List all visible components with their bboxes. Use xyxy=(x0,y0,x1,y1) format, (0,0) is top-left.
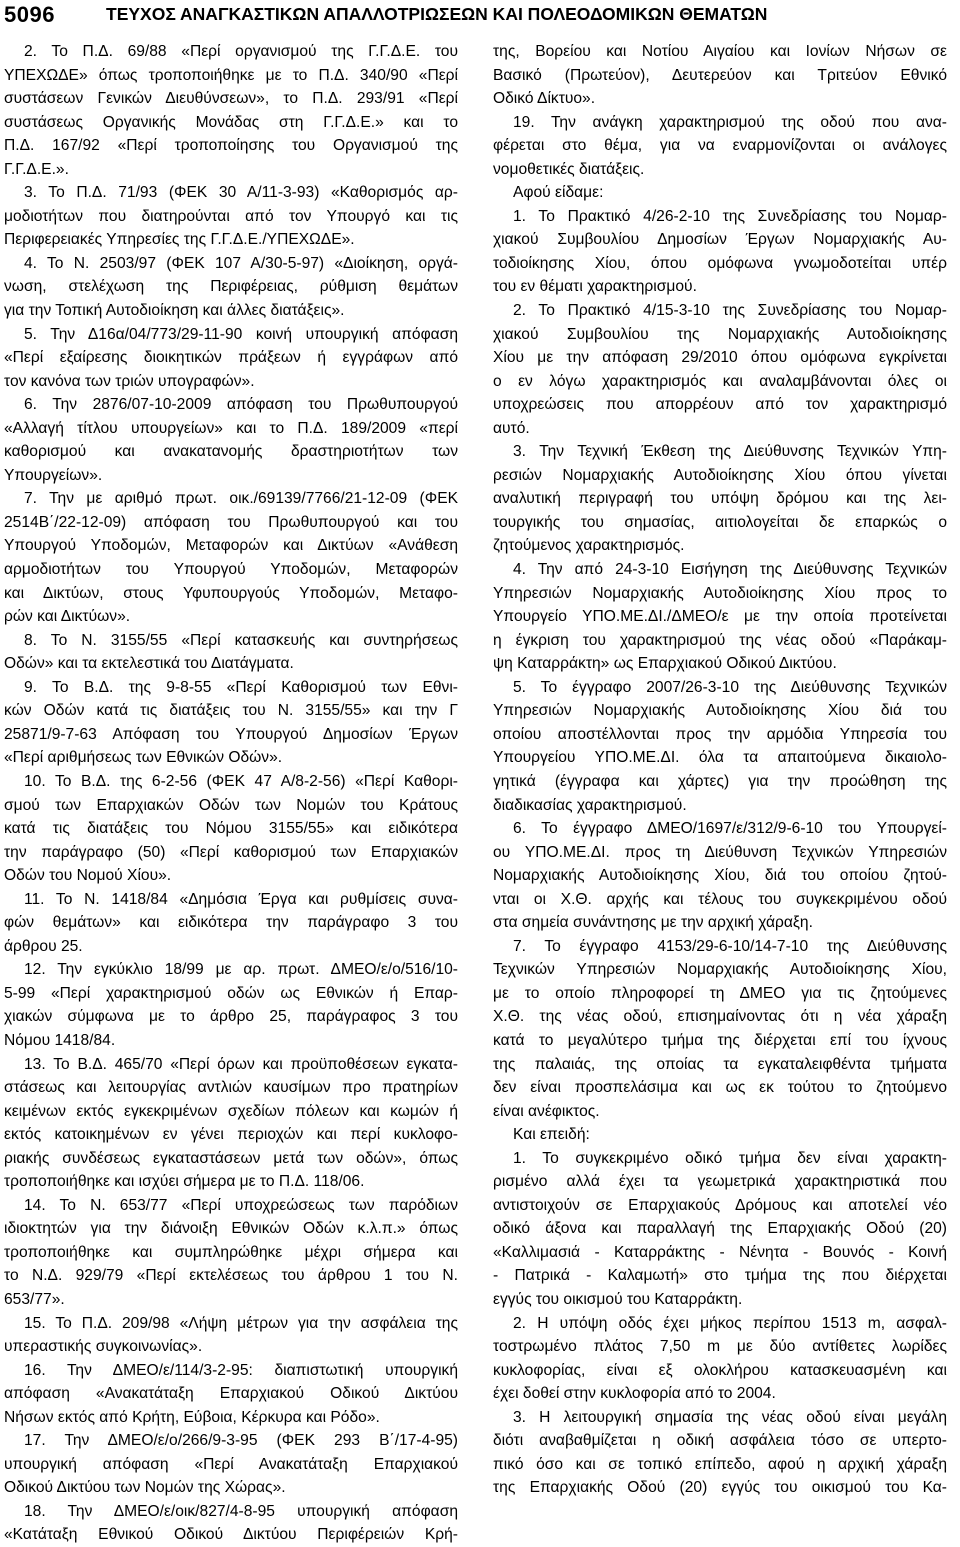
text-line: Π.Δ. 167/92 «Περί τροποποίησης του Οργανισμού της xyxy=(4,137,458,155)
text-line: 25871/9-7-63 Απόφαση του Υπουργού Δημοσίων Έργων xyxy=(4,725,458,743)
text-line: για την Τοπική Αυτοδιοίκηση και άλλες διατάξεις». xyxy=(4,302,345,320)
text-line: αντιστοιχούν σε Επαρχιακούς Δρόμους και αποτελεί νέο xyxy=(493,1196,947,1214)
text-line: - Πατρικά - Καλαμωτή» στο τμήμα της που διέρχεται xyxy=(493,1267,947,1285)
text-line: 15. Το Π.Δ. 209/98 «Λήψη μέτρων για την ασφάλεια της xyxy=(24,1314,458,1332)
text-line: συστάσεως Οργανικής Μονάδας στη Γ.Γ.Δ.Ε.» και το xyxy=(4,113,458,131)
text-line: 2514Β΄/22-12-09) απόφαση του Πρωθυπουργού και του xyxy=(4,513,458,531)
text-line: τοστρωμένο πλάτος 7,50 m με δύο αντίθετες λωρίδες xyxy=(493,1338,947,1356)
text-line: υπουργική απόφαση «Περί Ανακατάταξη Επαρχιακού xyxy=(4,1455,458,1473)
text-line: κατά τις διατάξεις του Νόμου 3155/55» και ειδικότερα xyxy=(4,820,458,838)
text-line: 3. Η λειτουργική σημασία της νέας οδού είναι μεγάλη xyxy=(513,1408,947,1426)
text-line: στάσεως και λειτουργίας αντλιών καυσίμων προ πρατηρίων xyxy=(4,1079,458,1097)
text-line: Περιφερειακές Υπηρεσίες της Γ.Γ.Δ.Ε./ΥΠΕΧΩΔΕ». xyxy=(4,231,355,249)
text-line: ρισμένο αλλά έχει τα γεωμετρικά χαρακτηριστικά που xyxy=(493,1173,947,1191)
text-line: Νήσων εκτός από Κρήτη, Εύβοια, Κέρκυρα και Ρόδο». xyxy=(4,1408,380,1426)
text-line: 14. Το Ν. 653/77 «Περί υποχρεώσεως των παρόδιων xyxy=(24,1196,458,1214)
text-line: συστάσεων Γενικών Διευθύνσεων», το Π.Δ. 293/91 «Περί xyxy=(4,90,458,108)
left-text-column xyxy=(4,40,458,1547)
text-line: 3. Την Τεχνική Έκθεση της Διεύθυνσης Τεχνικών Υπη- xyxy=(513,443,947,461)
text-line: 6. Το έγγραφο ΔΜΕΟ/1697/ε/312/9-6-10 του Υπουργεί- xyxy=(513,820,947,838)
text-line: 7. Το έγγραφο 4153/29-6-10/14-7-10 της Διεύθυνσης xyxy=(513,937,947,955)
text-line: 8. Το Ν. 3155/55 «Περί κατασκευής και συντηρήσεως xyxy=(24,631,458,649)
text-line: 13. Το Β.Δ. 465/70 «Περί όρων και προϋποθέσεων εγκατα- xyxy=(24,1055,458,1073)
text-line: Οδικό Δίκτυο». xyxy=(493,90,596,108)
text-line: άρθρου 25. xyxy=(4,937,83,955)
text-line: της Επαρχιακής Οδού (20) εγγύς του οικισμού του Κα- xyxy=(493,1479,947,1497)
text-line: του εν θέματι χαρακτηρισμού. xyxy=(493,278,697,296)
text-line: «Καλλιμασιά - Καταρράκτης - Νένητα - Βουνός - Κοινή xyxy=(493,1243,947,1261)
text-line: σμού των Επαρχιακών Οδών των Νομών του Κράτους xyxy=(4,796,458,814)
text-line: ζητούμενος χαρακτηρισμός. xyxy=(493,537,685,555)
text-line: Νομαρχιακής Αυτοδιοίκησης Χίου, διά του οποίου ζητού- xyxy=(493,867,947,885)
text-line: υποχρεώσεις που απορρέουν από τον χαρακτηρισμό xyxy=(493,396,947,414)
text-line: 653/77». xyxy=(4,1290,65,1308)
text-line: 4. Το Ν. 2503/97 (ΦΕΚ 107 Α/30-5-97) «Διοίκηση, οργά- xyxy=(24,254,458,272)
text-line: Υπουργείο ΥΠΟ.ΜΕ.ΔΙ./ΔΜΕΟ/ε με την οποία προτείνεται xyxy=(493,608,947,626)
text-line: χιακού Συμβουλίου της Νομαρχιακής Αυτοδιοίκησης xyxy=(493,325,947,343)
page-number: 5096 xyxy=(4,2,55,27)
text-line: οποίου αποστέλλονται προς την αρμόδια Υπηρεσία του xyxy=(493,725,947,743)
text-line: τον κανόνα των τριών υπογραφών». xyxy=(4,372,255,390)
text-line: 2. Η υπόψη οδός έχει μήκος περίπου 1513 m, ασφαλ- xyxy=(513,1314,947,1332)
text-line: 2. Το Πρακτικό 4/15-3-10 της Συνεδρίασης του Νομαρ- xyxy=(513,302,947,320)
text-line: αρμοδιοτήτων του Υπουργού Υποδομών, Μεταφορών xyxy=(4,561,458,579)
text-line: χιακών σύμφωνα με το άρθρο 25, παράγραφος 3 του xyxy=(4,1008,458,1026)
text-line: οδικό άξονα και παραλλαγή της Επαρχιακής Οδού (20) xyxy=(493,1220,947,1238)
text-line: υπεραστικής συγκοινωνίας». xyxy=(4,1338,203,1356)
text-line: Χίου με την απόφαση 29/2010 όπου ομόφωνα εγκρίνεται xyxy=(493,349,947,367)
text-line: 16. Την ΔΜΕΟ/ε/114/3-2-95: διαπιστωτική υπουργική xyxy=(24,1361,458,1379)
text-line: Χ.Θ. της νέας οδού, επισημαίνοντας ότι η νέα χάραξη xyxy=(493,1008,947,1026)
text-line: κειμένων εκτός εγκεκριμένων σχεδίων πόλεων και κωμών ή xyxy=(4,1102,458,1120)
text-line: κατά το μεγαλύτερο τμήμα της διέρχεται επί του ίχνους xyxy=(493,1031,947,1049)
text-line: ο εν λόγω χαρακτηρισμός και αναλαμβάνονται όλες οι xyxy=(493,372,947,390)
text-line: 1. Το συγκεκριμένο οδικό τμήμα δεν είναι χαρακτη- xyxy=(513,1149,947,1167)
text-line: Αφού είδαμε: xyxy=(513,184,604,202)
text-line: 9. Το Β.Δ. της 9-8-55 «Περί Καθορισμού των Εθνι- xyxy=(24,678,458,696)
text-line: φών θεμάτων» και ειδικότερα την παράγραφο 3 του xyxy=(4,914,458,932)
text-line: 10. Το Β.Δ. της 6-2-56 (ΦΕΚ 47 Α/8-2-56) «Περί Καθορι- xyxy=(24,772,458,790)
text-line: τουργικής του σημασίας, αιτιολογείται δε επαρκώς ο xyxy=(493,513,947,531)
text-line: 5-99 «Περί χαρακτηρισμού οδών ως Εθνικών ή Επαρ- xyxy=(4,984,458,1002)
text-line: ιδιοκτητών για την διάνοιξη Εθνικών Οδών κ.λ.π.» όπως xyxy=(4,1220,458,1238)
text-line: πικό όσο και σε τοπικό επίπεδο, αφού η αρχική χάραξη xyxy=(493,1455,947,1473)
text-line: 7. Την με αριθμό πρωτ. οικ./69139/7766/21-12-09 (ΦΕΚ xyxy=(24,490,458,508)
text-line: διότι αναβαθμίζεται η οδική ασφάλεια τόσο σε υπερτο- xyxy=(493,1432,947,1450)
text-line: μοδιοτήτων που διατηρούνται από τον Υπουργό και τις xyxy=(4,207,458,225)
text-line: νομοθετικές διατάξεις. xyxy=(493,160,645,178)
text-line: 19. Την ανάγκη χαρακτηρισμού της οδού που ανα- xyxy=(513,113,947,131)
text-line: «Περί εξαίρεσης διοικητικών πράξεων ή εγγράφων από xyxy=(4,349,458,367)
text-line: Υπουργού Υποδομών, Μεταφορών και Δικτύων «Ανάθεση xyxy=(4,537,458,555)
text-line: της, Βορείου και Νοτίου Αιγαίου και Ιονίων Νήσων σε xyxy=(493,43,947,60)
text-line: Οδών» και τα εκτελεστικά του Διατάγματα. xyxy=(4,655,294,673)
text-line: Υπηρεσιών Νομαρχιακής Αυτοδιοίκησης Χίου προς το xyxy=(493,584,947,602)
text-line: νωση, στελέχωση της Περιφέρειας, ρύθμιση θεμάτων xyxy=(4,278,458,296)
text-line: 18. Την ΔΜΕΟ/ε/οικ/827/4-8-95 υπουργική απόφαση xyxy=(24,1502,458,1520)
text-line: ΥΠΕΧΩΔΕ» όπως τροποποιήθηκε με το Π.Δ. 340/90 «Περί xyxy=(4,66,458,84)
text-line: Τεχνικών Υπηρεσιών Νομαρχιακής Αυτοδιοίκησης Χίου, xyxy=(493,961,947,979)
text-line: ρεσιών Νομαρχιακής Αυτοδιοίκησης Χίου όπου γίνεται xyxy=(493,466,947,484)
text-line: Νόμου 1418/84. xyxy=(4,1031,116,1049)
text-line: της παλαιάς, της οποίας τα εγκαταλειφθέντα τμήματα xyxy=(493,1055,947,1073)
text-line: καθορισμού και ανακατανομής δραστηριοτήτων των xyxy=(4,443,458,461)
text-line: Γ.Γ.Δ.Ε.». xyxy=(4,160,69,178)
text-line: ρών και Δικτύων». xyxy=(4,608,131,626)
text-line: Και επειδή: xyxy=(513,1126,590,1144)
text-line: αναλυτική περιγραφή του υπόψη δρόμου και της λει- xyxy=(493,490,947,508)
text-line: «Κατάταξη Εθνικού Οδικού Δικτύου Περιφέρειών Κρή- xyxy=(4,1526,458,1544)
text-line: Υπουργείων». xyxy=(4,466,103,484)
text-line: την παράγραφο (50) «Περί καθορισμού των Επαρχιακών xyxy=(4,843,458,861)
text-line: δεν είναι προσπελάσιμα και ως εκ τούτου το ζητούμενο xyxy=(493,1079,947,1097)
text-line: ου ΥΠΟ.ΜΕ.ΔΙ. προς τη Διεύθυνση Τεχνικών Υπηρεσιών xyxy=(493,843,947,861)
text-line: γητικά (έγγραφα και χάρτες) για την προώθηση της xyxy=(493,772,947,790)
text-line: 6. Την 2876/07-10-2009 απόφαση του Πρωθυπουργού xyxy=(24,396,458,414)
text-line: κών Οδών κατά τις διατάξεις του Ν. 3155/55» και την Γ xyxy=(4,702,458,720)
text-line: τροποποιήθηκε και συμπληρώθηκε μέχρι σήμερα και xyxy=(4,1243,458,1261)
text-line: «Αλλαγή τίτλου υπουργείων» και το Π.Δ. 189/2009 «περί xyxy=(4,419,458,437)
text-line: 17. Την ΔΜΕΟ/ε/ο/266/9-3-95 (ΦΕΚ 293 Β΄/17-4-95) xyxy=(24,1432,458,1450)
text-line: αυτό. xyxy=(493,419,530,437)
text-line: κυκλοφορίας, είναι εξ ολοκλήρου κατασκευασμένη και xyxy=(493,1361,947,1379)
right-text-column xyxy=(493,40,947,1500)
text-line: στα σημεία συνάντησης με την αρχική χάραξη. xyxy=(493,914,813,932)
text-line: Βασικό (Πρωτεύον), Δευτερεύον και Τριτεύον Εθνικό xyxy=(493,66,947,84)
text-line: η έγκριση του χαρακτηρισμού της νέας οδού «Παράκαμ- xyxy=(493,631,947,649)
text-line: 5. Την Δ16α/04/773/29-11-90 κοινή υπουργική απόφαση xyxy=(24,325,458,343)
text-line: 3. Το Π.Δ. 71/93 (ΦΕΚ 30 Α/11-3-93) «Καθορισμός αρ- xyxy=(24,184,458,202)
page-header xyxy=(0,0,960,32)
text-line: νται οι Χ.Θ. αρχής και τέλους του συγκεκριμένου οδού xyxy=(493,890,947,908)
gazette-issue-title: ΤΕΥΧΟΣ ΑΝΑΓΚΑΣΤΙΚΩΝ ΑΠΑΛΛΟΤΡΙΩΣΕΩΝ ΚΑΙ ΠΟΛΕΟΔΟΜΙΚΩΝ ΘΕΜΑΤΩΝ xyxy=(106,4,768,24)
text-line: 5. Το έγγραφο 2007/26-3-10 της Διεύθυνσης Τεχνικών xyxy=(513,678,947,696)
text-line: είναι ανέφικτος. xyxy=(493,1102,600,1120)
text-line: 11. Το Ν. 1418/84 «Δημόσια Έργα και ρυθμίσεις συνα- xyxy=(24,890,458,908)
text-line: απόφαση «Ανακατάταξη Επαρχιακού Οδικού Δικτύου xyxy=(4,1385,458,1403)
text-line: τοδιοίκησης Χίου, όπου ομόφωνα γνωμοδοτείται υπέρ xyxy=(493,254,947,272)
text-line: τροποποιήθηκε και ισχύει σήμερα με το Π.Δ. 118/06. xyxy=(4,1173,365,1191)
text-line: 1. Το Πρακτικό 4/26-2-10 της Συνεδρίασης του Νομαρ- xyxy=(513,207,947,225)
text-line: το Ν.Δ. 929/79 «Περί εκτελέσεως του άρθρου 1 του Ν. xyxy=(4,1267,458,1285)
text-line: 4. Την από 24-3-10 Εισήγηση της Διεύθυνσης Τεχνικών xyxy=(513,561,947,579)
text-line: χιακού Συμβουλίου Δημοσίων Έργων Νομαρχιακής Αυ- xyxy=(493,231,947,249)
text-line: 12. Την εγκύκλιο 18/99 με αρ. πρωτ. ΔΜΕΟ/ε/ο/516/10- xyxy=(24,961,458,979)
text-line: Οδικού Δικτύου των Νομών της Χώρας». xyxy=(4,1479,286,1497)
text-line: Υπηρεσιών Νομαρχιακής Αυτοδιοίκησης Χίου διά του xyxy=(493,702,947,720)
text-line: Οδών του Νομού Χίου». xyxy=(4,867,172,885)
text-line: φέρεται στο θέμα, για να εναρμονίζονται οι ανάλογες xyxy=(493,137,947,155)
text-line: και Δικτύων, στους Υφυπουργούς Υποδομών, Μεταφο- xyxy=(4,584,458,602)
text-line: ριακής συνδέσεως εγκαταστάσεων μετά των οδών», όπως xyxy=(4,1149,458,1167)
text-line: εγγύς του οικισμού του Καταρράκτη. xyxy=(493,1290,743,1308)
text-line: «Περί αριθμήσεως των Εθνικών Οδών». xyxy=(4,749,283,767)
text-line: 2. Το Π.Δ. 69/88 «Περί οργανισμού της Γ.Γ.Δ.Ε. του xyxy=(24,43,458,60)
text-line: με το οποίο πληροφορεί τη ΔΜΕΟ για τις ζητούμενες xyxy=(493,984,947,1002)
text-line: εκτός κατοικημένων εν γένει περιοχών και περί κυκλοφο- xyxy=(4,1126,458,1144)
text-line: ψη Καταρράκτη» ως Επαρχιακού Οδικού Δικτύου. xyxy=(493,655,837,673)
text-line: διαδικασίας χαρακτηρισμού. xyxy=(493,796,687,814)
text-line: έχει δοθεί στην κυκλοφορία από το 2004. xyxy=(493,1385,776,1403)
text-line: Υπουργείου ΥΠΟ.ΜΕ.ΔΙ. όλα τα απαιτούμενα δικαιολο- xyxy=(493,749,947,767)
